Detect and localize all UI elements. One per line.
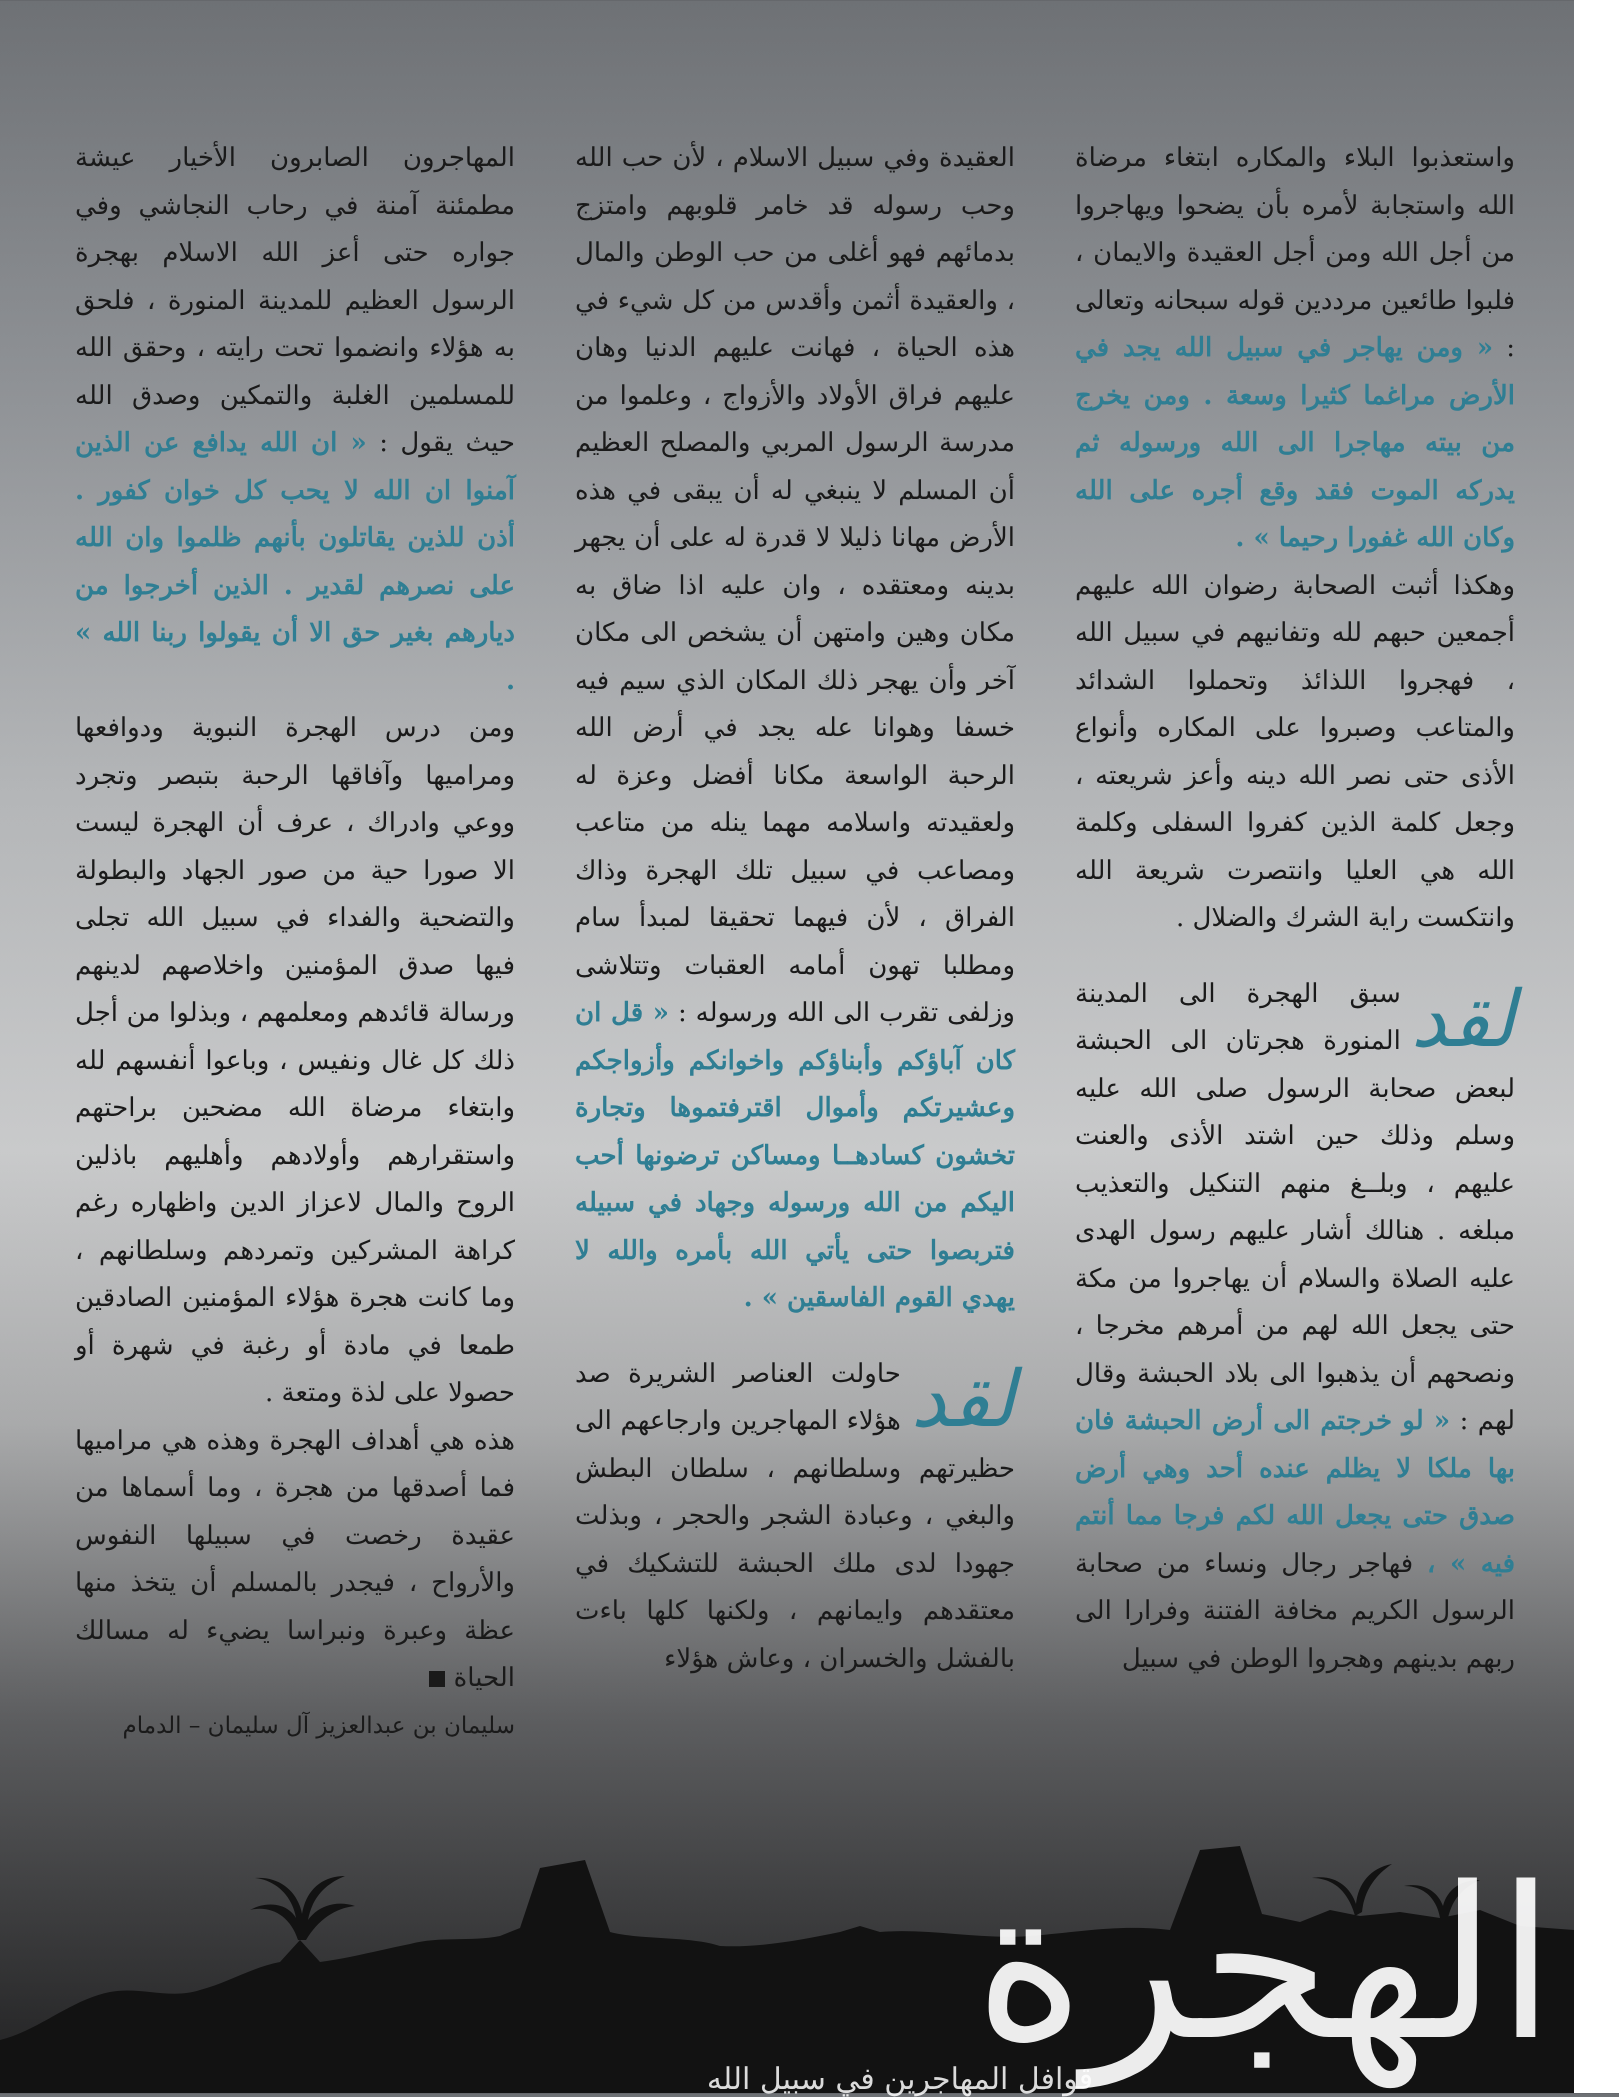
- paragraph-gap: [575, 1323, 1015, 1351]
- paragraph-with-dropcap: [1075, 971, 1515, 1684]
- quran-quote: « قل ان كان آباؤكم وأبناؤكم واخوانكم وأزواجكم وعشيرتكم وأموال اقترفتموها وتجارة تخشون كسادهــا ومساكن ترضونها أحب اليكم من الله ورسوله وجهاد في سبيله فتربصوا حتى يأتي الله بأمره والله لا يهدي القوم الفاسقين » .: [575, 998, 1015, 1313]
- paragraph: [75, 705, 515, 1418]
- dropcap-laqad: لقد: [1410, 974, 1515, 1065]
- hadith-quote: « لو خرجتم الى أرض الحبشة فان بها ملكا لا يظلم عنده أحد وهي أرض صدق حتى يجعل الله لكم فرجا مما أنتم فيه » ،: [1075, 1406, 1516, 1579]
- decorative-title-letters: الهجرة: [974, 1842, 1555, 2087]
- dropcap-laqad: لقد: [910, 1354, 1015, 1445]
- paragraph-with-dropcap: [575, 1351, 1015, 1684]
- paragraph-text: وهكذا أثبت الصحابة رضوان الله عليهم أجمعين حبهم لله وتفانيهم في سبيل الله ، فهجروا اللذائذ وتحملوا الشدائد والمتاعب وصبروا على المكاره وأنواع الأذى حتى نصر الله دينه وأعز شريعته ، وجعل كلمة الذين كفروا السفلى وكلمة الله هي العليا وانتصرت شريعة الله وانتكست راية الشرك والضلال .: [1075, 570, 1515, 933]
- article-column-1: [1075, 135, 1515, 1683]
- paragraph: [575, 135, 1015, 1323]
- author-signature: سليمان بن عبدالعزيز آل سليمان – الدمام: [122, 1712, 515, 1739]
- paragraph-text: فهاجر رجال ونساء من صحابة الرسول الكريم مخافة الفتنة وفرارا الى ربهم بدينهم وهجروا الوطن في سبيل: [1075, 1548, 1515, 1674]
- quran-quote: « ومن يهاجر في سبيل الله يجد في الأرض مراغما كثيرا وسعة . ومن يخرج من بيته مهاجرا الى الله ورسوله ثم يدركه الموت فقد وقع أجره على الله وكان الله غفورا رحيما » .: [1075, 333, 1515, 553]
- paragraph: [75, 1418, 515, 1703]
- page-margin: [1574, 0, 1619, 2093]
- paragraph-text: العقيدة وفي سبيل الاسلام ، لأن حب الله وحب رسوله قد خامر قلوبهم وامتزج بدمائهم فهو أغلى من حب الوطن والمال ، والعقيدة أثمن وأقدس من كل شيء في هذه الحياة ، فهانت عليهم الدنيا وهان عليهم فراق الأولاد والأزواج ، وعلموا من مدرسة الرسول المربي والمصلح العظيم أن المسلم لا ينبغي له أن يبقى في هذه الأرض مهانا ذليلا لا قدرة له على أن يجهر بدينه ومعتقده ، وان عليه اذا ضاق به مكان وهين وامتهن أن يشخص الى مكان آخر وأن يهجر ذلك المكان الذي سيم فيه خسفا وهوانا عله يجد في أرض الله الرحبة الواسعة مكانا أفضل وعزة له ولعقيدته واسلامه مهما ينله من متاعب ومصاعب في سبيل تلك الهجرة وذاك الفراق ، لأن فيهما تحقيقا لمبدأ سام ومطلبا تهون أمامه العقبات وتتلاشى وزلفى تقرب الى الله ورسوله :: [575, 143, 1015, 1028]
- end-of-article-mark: [429, 1671, 445, 1687]
- paragraph-text: حاولت العناصر الشريرة صد هؤلاء المهاجرين وارجاعهم الى حظيرتهم وسلطانهم ، سلطان البطش والبغي ، وعبادة الشجر والحجر ، وبذلت جهودا لدى ملك الحبشة للتشكيك في معتقدهم وايمانهم ، ولكنها كلها باءت بالفشل والخسران ، وعاش هؤلاء: [575, 1358, 1015, 1674]
- paragraph-text: ومن درس الهجرة النبوية ودوافعها ومراميها وآفاقها الرحبة بتبصر وتجرد ووعي وادراك ، عرف أن الهجرة ليست الا صورا حية من صور الجهاد والبطولة والتضحية والفداء في سبيل الله تجلى فيها صدق المؤمنين واخلاصهم لدينهم ورسالة قائدهم ومعلمهم ، وبذلوا من أجل ذلك كل غال ونفيس ، وباعوا أنفسهم لله وابتغاء مرضاة الله مضحين براحتهم واستقرارهم وأولادهم وأهليهم باذلين الروح والمال لاعزاز الدين واظهاره رغم كراهة المشركين وتمردهم وسلطانهم ، وما كانت هجرة هؤلاء المؤمنين الصادقين طمعا في مادة أو رغبة في شهرة أو حصولا على لذة ومتعة .: [75, 713, 515, 1408]
- paragraph-text: واستعذبوا البلاء والمكاره ابتغاء مرضاة الله واستجابة لأمره بأن يضحوا ويهاجروا من أجل الله ومن أجل العقيدة والايمان ، فلبوا طائعين مرددين قوله سبحانه وتعالى :: [1075, 143, 1515, 363]
- paragraph: [1075, 563, 1515, 943]
- paragraph: [75, 135, 515, 705]
- article-column-2: [575, 135, 1015, 1683]
- quran-quote: « ان الله يدافع عن الذين آمنوا ان الله لا يحب كل خوان كفور . أذن للذين يقاتلون بأنهم ظلموا وان الله على نصرهم لقدير . الذين أخرجوا من ديارهم بغير حق الا أن يقولوا ربنا الله » .: [75, 428, 515, 696]
- paragraph-text: سبق الهجرة الى المدينة المنورة هجرتان الى الحبشة لبعض صحابة الرسول صلى الله عليه وسلم وذلك حين اشتد الأذى والعنت عليهم ، وبلــغ منهم التنكيل والتعذيب مبلغه . هنالك أشار عليهم رسول الهدى عليه الصلاة والسلام أن يهاجروا من مكة حتى يجعل الله لهم من أمرهم مخرجا ، ونصحهم أن يذهبوا الى بلاد الحبشة وقال لهم :: [1075, 978, 1516, 1436]
- paragraph: [1075, 135, 1515, 563]
- article-column-3: [75, 135, 515, 1750]
- bottom-caption: قوافل المهاجرين في سبيل الله: [706, 2062, 1094, 2097]
- paragraph-gap: [1075, 943, 1515, 971]
- paragraph-text: المهاجرون الصابرون الأخيار عيشة مطمئنة آمنة في رحاب النجاشي وفي جواره حتى أعز الله الاسلام بهجرة الرسول العظيم للمدينة المنورة ، فلحق به هؤلاء وانضموا تحت رايته ، وحقق الله للمسلمين الغلبة والتمكين وصدق الله حيث يقول :: [75, 143, 515, 458]
- paragraph-text: هذه هي أهداف الهجرة وهذه هي مراميها فما أصدقها من هجرة ، وما أسماها من عقيدة رخصت في سبيلها النفوس والأرواح ، فيجدر بالمسلم أن يتخذ منها عظة وعبرة ونبراسا يضيء له مسالك الحياة: [75, 1425, 515, 1693]
